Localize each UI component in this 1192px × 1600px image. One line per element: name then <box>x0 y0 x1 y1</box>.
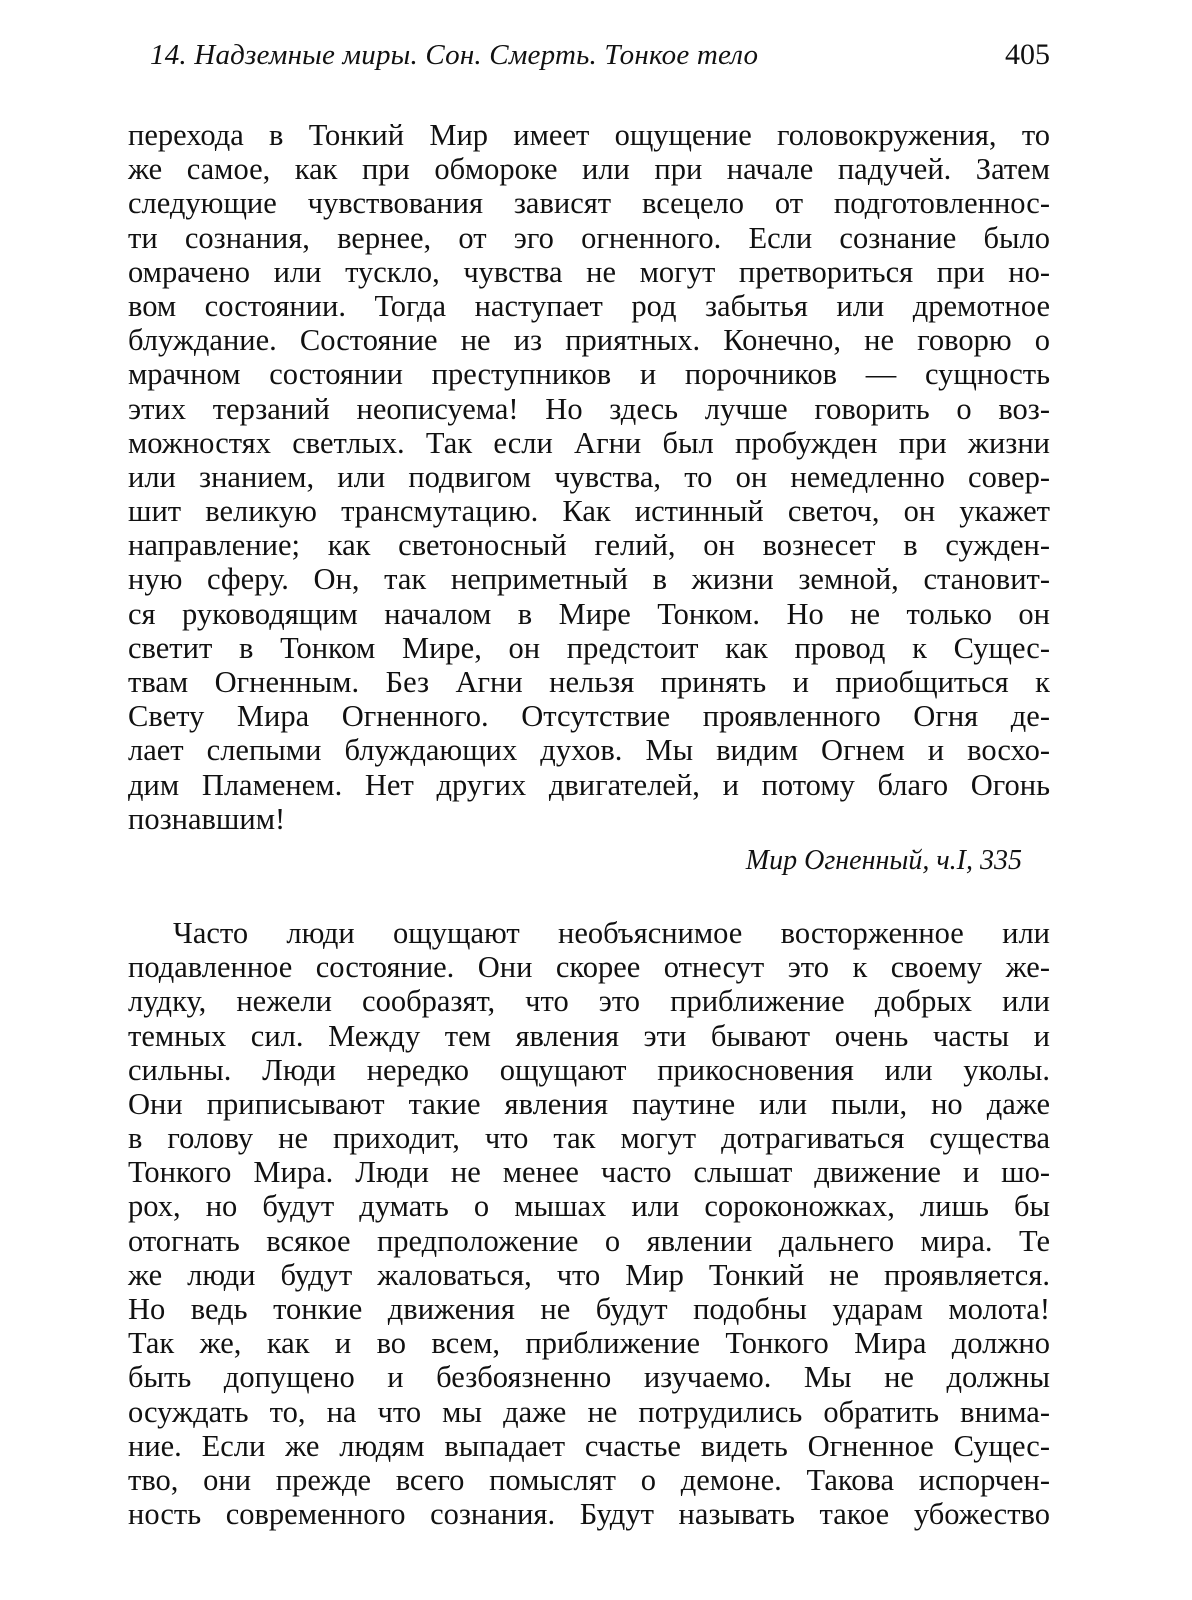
text-line: блуждание. Состояние не из приятных. Конечно, не говорю о <box>128 323 1050 358</box>
text-line: ность современного сознания. Будут называть такое убожество <box>128 1497 1050 1532</box>
passage-subtle-world <box>128 916 1050 1531</box>
page-number: 405 <box>1005 38 1050 71</box>
text-line: твам Огненным. Без Агни нельзя принять и приобщиться к <box>128 665 1050 699</box>
text-line: сильны. Люди нередко ощущают прикосновения или уколы. <box>128 1052 1050 1087</box>
text-line: рох, но будут думать о мышах или сороконожках, лишь бы <box>128 1189 1050 1224</box>
text-line: осуждать то, на что мы даже не потрудились обратить внима- <box>128 1394 1050 1429</box>
text-line: же люди будут жаловаться, что Мир Тонкий не проявляется. <box>128 1257 1050 1292</box>
citation: Мир Огненный, ч.I, 335 <box>745 844 1022 876</box>
text-line: быть допущено и безбоязненно изучаемо. Мы не должны <box>128 1360 1050 1395</box>
text-line: омрачено или тускло, чувства не могут претвориться при но- <box>128 254 1050 289</box>
text-line: подавленное состояние. Они скорее отнесут это к своему же- <box>128 950 1050 985</box>
text-line: Но ведь тонкие движения не будут подобны ударам молота! <box>128 1292 1050 1326</box>
text-line: в голову не приходит, что так могут дотрагиваться существа <box>128 1121 1050 1156</box>
text-line: Тонкого Мира. Люди не менее часто слышат движение и шо- <box>128 1155 1050 1190</box>
text-line: ти сознания, вернее, от эго огненного. Если сознание было <box>128 220 1050 255</box>
text-line: тво, они прежде всего помыслят о демоне. Такова испорчен- <box>128 1462 1050 1497</box>
text-line: мрачном состоянии преступников и порочников — сущность <box>128 357 1050 392</box>
text-line: перехода в Тонкий Мир имеет ощущение головокружения, то <box>128 118 1050 152</box>
text-line: дим Пламенем. Нет других двигателей, и потому благо Огонь <box>128 767 1050 802</box>
text-line: ную сферу. Он, так неприметный в жизни земной, становит- <box>128 562 1050 597</box>
text-line: Так же, как и во всем, приближение Тонкого Мира должно <box>128 1326 1050 1361</box>
text-line: ние. Если же людям выпадает счастье видеть Огненное Сущес- <box>128 1428 1050 1463</box>
text-line: направление; как светоносный гелий, он вознесет в сужден- <box>128 528 1050 563</box>
text-line: Они приписывают такие явления паутине или пыли, но даже <box>128 1086 1050 1121</box>
text-line: шит великую трансмутацию. Как истинный светоч, он укажет <box>128 494 1050 529</box>
paragraph-gap <box>128 878 1050 916</box>
text-line: познавшим! <box>128 801 286 836</box>
body-text <box>128 118 1050 1531</box>
text-line: отогнать всякое предположение о явлении дальнего мира. Те <box>128 1223 1050 1258</box>
text-line: Свету Мира Огненного. Отсутствие проявленного Огня де- <box>128 699 1050 734</box>
text-line: лает слепыми блуждающих духов. Мы видим Огнем и восхо- <box>128 733 1050 768</box>
text-line: следующие чувствования зависят всецело от подготовленнос- <box>128 186 1050 221</box>
text-line: светит в Тонком Мире, он предстоит как провод к Сущес- <box>128 630 1050 665</box>
book-page <box>120 0 1050 1600</box>
running-header <box>150 38 1050 82</box>
passage-fiery-world-335 <box>128 118 1050 836</box>
text-line: лудку, нежели сообразят, что это приближение добрых или <box>128 984 1050 1019</box>
text-line: Часто люди ощущают необъяснимое восторженное или <box>173 915 1050 950</box>
text-line: можностях светлых. Так если Агни был пробужден при жизни <box>128 425 1050 460</box>
chapter-title: 14. Надземные миры. Сон. Смерть. Тонкое тело <box>150 39 759 71</box>
text-line: или знанием, или подвигом чувства, то он немедленно совер- <box>128 459 1050 494</box>
text-line: ся руководящим началом в Мире Тонком. Но не только он <box>128 596 1050 631</box>
text-line: этих терзаний неописуема! Но здесь лучше говорить о воз- <box>128 391 1050 426</box>
text-line: же самое, как при обмороке или при начале падучей. Затем <box>128 152 1050 187</box>
text-line: темных сил. Между тем явления эти бывают очень часты и <box>128 1018 1050 1053</box>
text-line: вом состоянии. Тогда наступает род забытья или дремотное <box>128 288 1050 323</box>
